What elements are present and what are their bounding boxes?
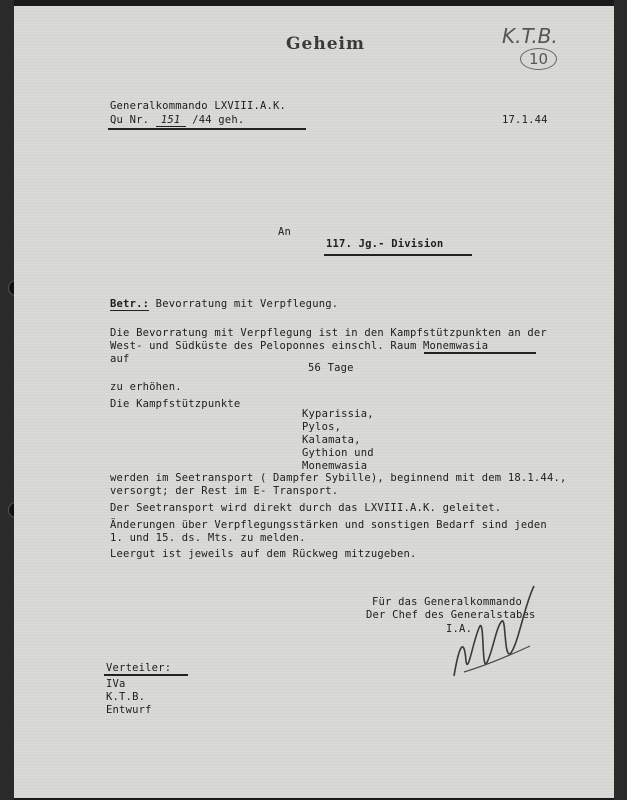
subject-text: Bevorratung mit Verpflegung.: [155, 298, 339, 310]
issuing-authority: Generalkommando LXVIII.A.K.: [110, 100, 287, 112]
distribution-item: K.T.B.: [106, 691, 146, 703]
subject-label: Betr.:: [110, 298, 150, 310]
distribution-label-underline: [104, 674, 188, 676]
body-line-9: 1. und 15. ds. Mts. zu melden.: [110, 532, 306, 544]
strongpoint-item: Pylos,: [302, 421, 342, 433]
strongpoint-item: Monemwasia: [302, 460, 368, 472]
handwritten-signature: [434, 576, 564, 696]
reference-line: [110, 114, 244, 127]
body-line-3: auf: [110, 353, 130, 365]
signature-line-3: I.A.: [446, 623, 473, 635]
subject-line: [110, 298, 338, 310]
strongpoint-item: Kalamata,: [302, 434, 361, 446]
distribution-item: IVa: [106, 678, 126, 690]
reference-prefix: Qu Nr.: [110, 114, 150, 126]
body-line-1: Die Bevorratung mit Verpflegung ist in den Kampfstützpunkten an der: [110, 327, 547, 339]
body-line-2: West- und Südküste des Peloponnes einschl. Raum Monemwasia: [110, 340, 489, 352]
strongpoints-intro: Die Kampfstützpunkte: [110, 398, 241, 410]
recipient-underline: [324, 254, 472, 256]
document-page: [14, 6, 614, 798]
document-date: 17.1.44: [502, 114, 548, 126]
handwritten-ktb-note: K.T.B.: [502, 24, 558, 48]
body-line-8: Änderungen über Verpflegungsstärken und sonstigen Bedarf sind jeden: [110, 519, 547, 531]
body-line-6: versorgt; der Rest im E- Transport.: [110, 485, 339, 497]
body-line-4: zu erhöhen.: [110, 381, 182, 393]
distribution-label: Verteiler:: [106, 662, 172, 674]
scan-right-edge: [614, 0, 627, 800]
strongpoint-item: Kyparissia,: [302, 408, 374, 420]
reference-suffix: /44 geh.: [192, 114, 245, 126]
recipient-name: 117. Jg.- Division: [326, 238, 444, 250]
body-line-10: Leergut ist jeweils auf dem Rückweg mitzugeben.: [110, 548, 417, 560]
signature-line-2: Der Chef des Generalstabes: [366, 609, 536, 621]
monemwasia-underline: [424, 352, 536, 354]
signature-line-1: Für das Generalkommando: [372, 596, 522, 608]
recipient-prefix: An: [278, 226, 292, 238]
handwritten-page-number: 10: [520, 48, 557, 70]
reference-number: 151: [156, 114, 186, 127]
strongpoint-item: Gythion und: [302, 447, 374, 459]
days-value: 56 Tage: [308, 362, 354, 374]
body-line-5: werden im Seetransport ( Dampfer Sybille), beginnend mit dem 18.1.44.,: [110, 472, 567, 484]
reference-underline: [108, 128, 306, 130]
distribution-item: Entwurf: [106, 704, 152, 716]
body-line-7: Der Seetransport wird direkt durch das LXVIII.A.K. geleitet.: [110, 502, 502, 514]
scan-left-edge: [0, 0, 14, 800]
classification-stamp: Geheim: [286, 34, 365, 54]
